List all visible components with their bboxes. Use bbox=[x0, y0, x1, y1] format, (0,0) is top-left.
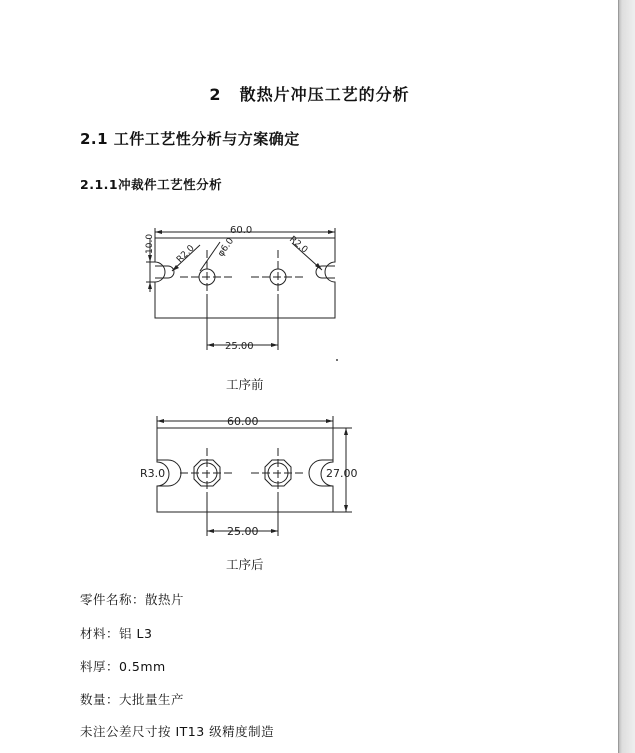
caption-after: 工序后 bbox=[226, 557, 264, 572]
part-outline-after bbox=[157, 428, 333, 512]
subsection-title: 2.1.1冲裁件工艺性分析 bbox=[80, 177, 223, 192]
chapter-title-text: 散热片冲压工艺的分析 bbox=[239, 85, 410, 104]
dim-height-before: 10.0 bbox=[145, 233, 155, 254]
dim-radius-after: R3.0 bbox=[140, 467, 166, 480]
dim-hole-before: φ6.0 bbox=[216, 236, 237, 259]
dim-spacing-after: 25.00 bbox=[227, 525, 259, 538]
dim-spacing-before: 25.00 bbox=[225, 341, 254, 352]
chapter-number: 2 bbox=[209, 85, 222, 104]
dim-height-after: 27.00 bbox=[326, 467, 358, 480]
quantity-line: 数量：大批量生产 bbox=[80, 692, 185, 707]
dim-width-after: 60.00 bbox=[227, 415, 259, 428]
tolerance-line: 未注公差尺寸按 IT13 级精度制造 bbox=[80, 724, 275, 739]
section-title: 2.1 工件工艺性分析与方案确定 bbox=[80, 130, 300, 148]
material-line: 材料：铝 L3 bbox=[80, 626, 153, 641]
dim-radius-right-before: R2.0 bbox=[287, 234, 310, 256]
dim-radius-left-before: R2.0 bbox=[175, 243, 197, 266]
thickness-line: 料厚：0.5mm bbox=[80, 659, 166, 674]
caption-before: 工序前 bbox=[226, 377, 264, 392]
page-edge-shadow bbox=[619, 0, 635, 753]
dim-width-before: 60.0 bbox=[230, 225, 253, 236]
part-name-line: 零件名称：散热片 bbox=[80, 592, 185, 607]
